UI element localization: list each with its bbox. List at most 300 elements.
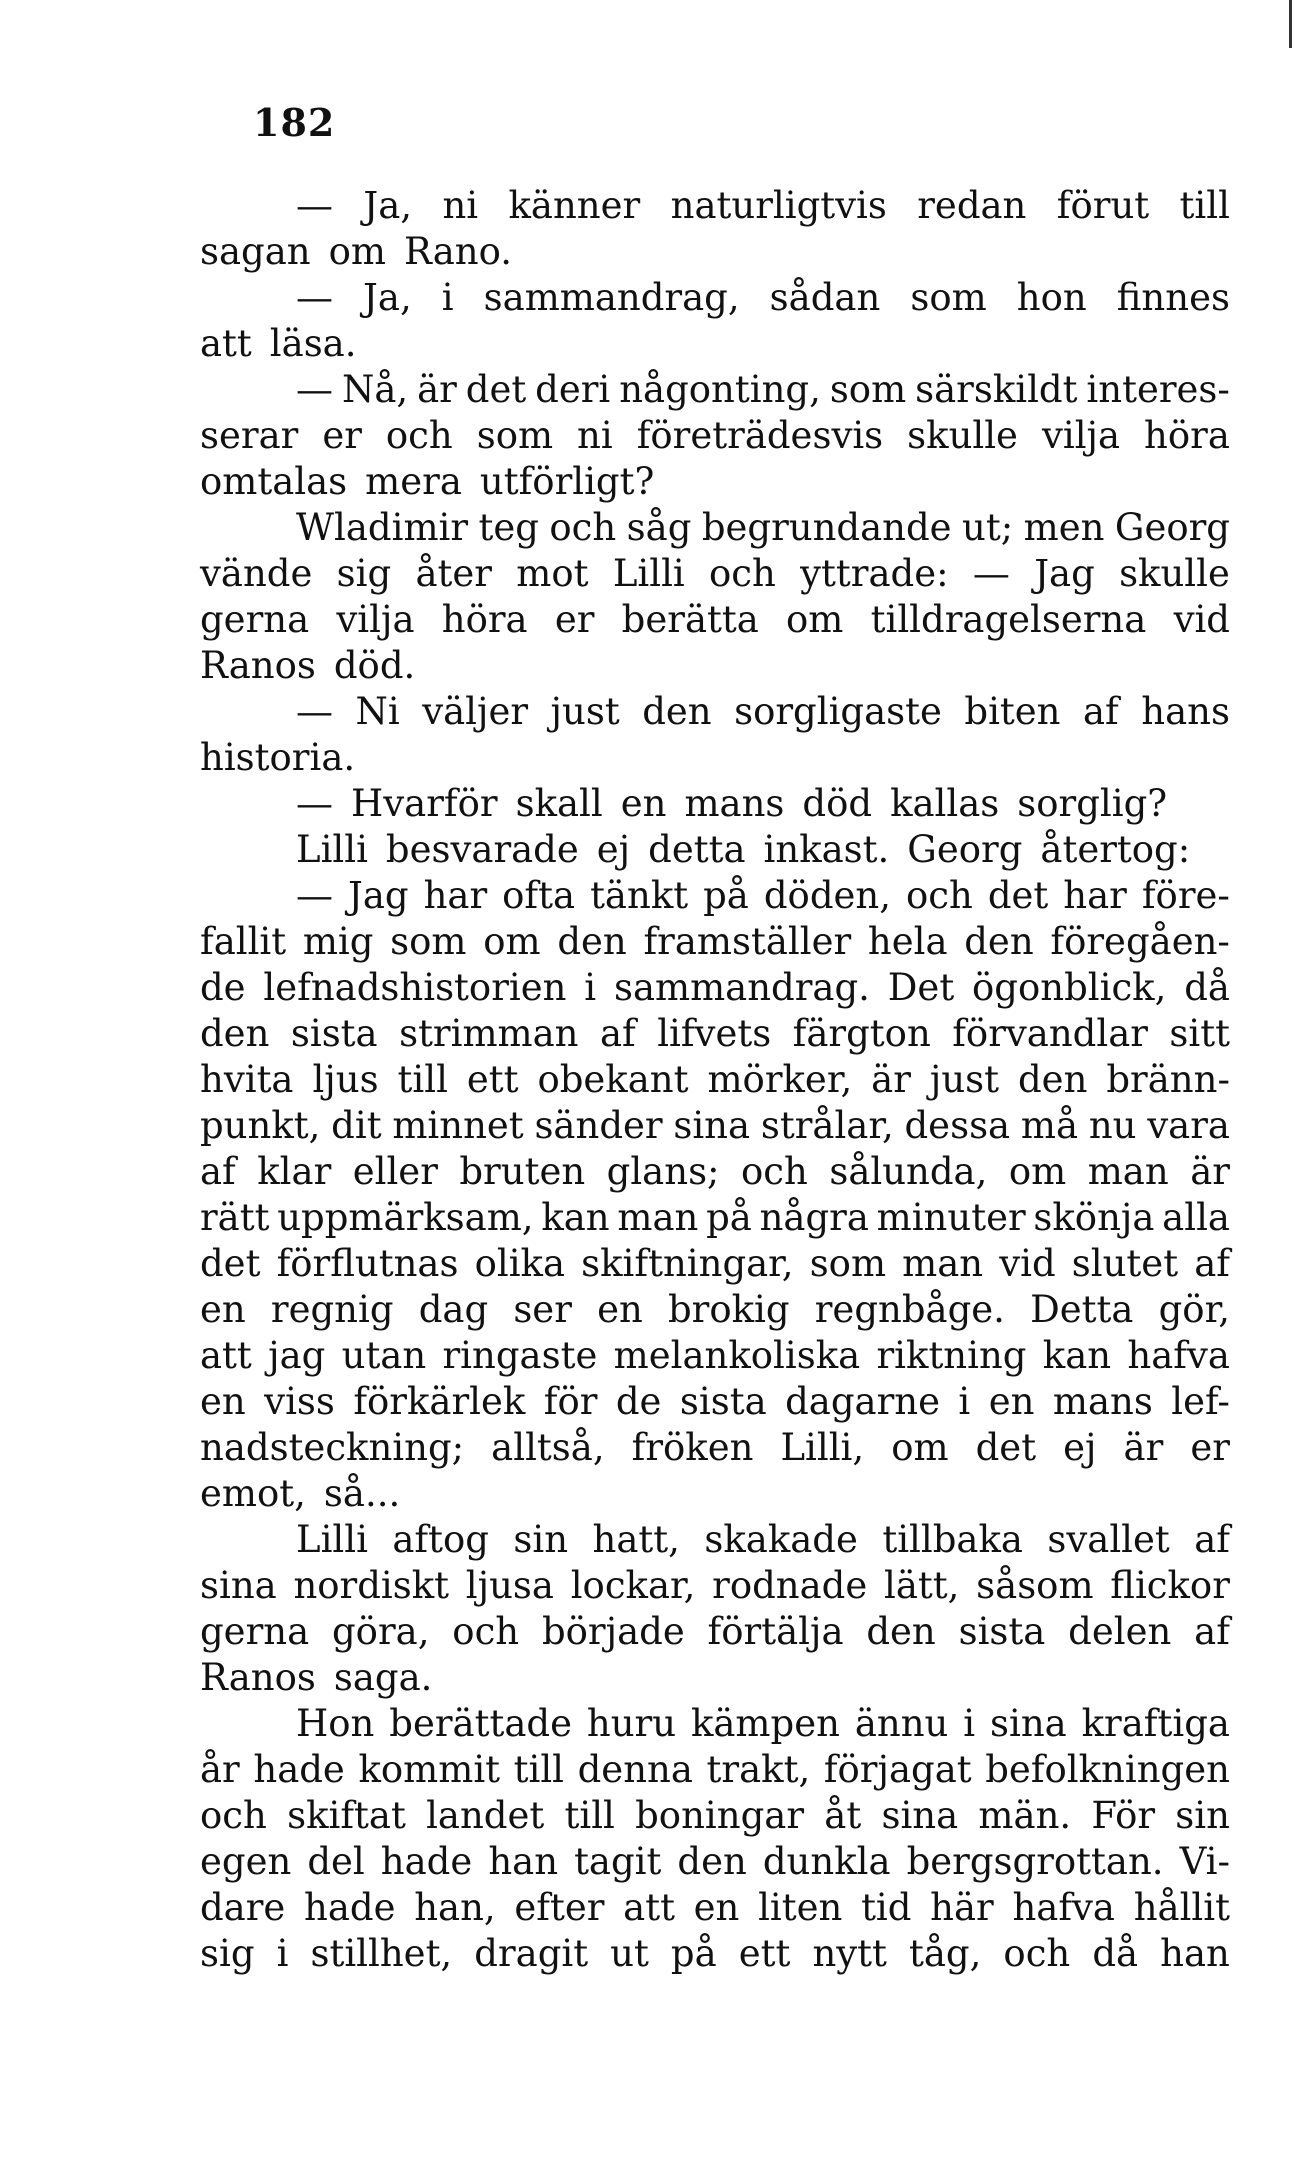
word: läsa. <box>269 322 357 365</box>
word: sorgligaste <box>734 690 942 733</box>
word: dragit <box>474 1932 589 1975</box>
word: ljus <box>312 1058 379 1101</box>
word: utförligt? <box>479 460 655 503</box>
word: gör, <box>1158 1288 1230 1331</box>
word: Hvarför <box>351 782 498 825</box>
word: år <box>200 1748 240 1791</box>
word: sammandrag, <box>483 276 740 319</box>
word: jag <box>268 1334 326 1377</box>
word: att <box>200 322 252 365</box>
word: hade <box>380 1840 473 1883</box>
word: har <box>423 874 488 917</box>
text-line <box>200 1241 1230 1287</box>
word: till <box>564 1794 615 1837</box>
word: och <box>709 552 776 595</box>
word: och <box>452 1610 520 1653</box>
word: ut <box>610 1932 649 1975</box>
text-line <box>200 1563 1230 1609</box>
word: brokig <box>667 1288 790 1331</box>
word: bränn- <box>1106 1058 1230 1101</box>
word: väljer <box>422 690 529 733</box>
word: och <box>741 1150 808 1193</box>
text-line <box>200 1057 1230 1103</box>
word: rätt <box>200 1196 270 1239</box>
word: Vi- <box>1179 1840 1230 1883</box>
text-line <box>200 873 1230 919</box>
word: Ranos <box>200 1656 316 1699</box>
word: alltså, <box>491 1426 605 1469</box>
word: en <box>597 1288 643 1331</box>
word: kämpen <box>690 1702 840 1745</box>
word: sina <box>673 1104 751 1147</box>
word: det <box>987 874 1049 917</box>
text-line <box>200 1747 1230 1793</box>
word: kommit <box>358 1748 501 1791</box>
text-line <box>200 1609 1230 1655</box>
word: höra <box>1144 414 1230 457</box>
word: förtälja <box>707 1610 844 1653</box>
word: förflutnas <box>276 1242 459 1285</box>
word: men <box>1023 506 1105 549</box>
word: då <box>1184 966 1230 1009</box>
word: den <box>964 920 1034 963</box>
word: om <box>786 598 844 641</box>
word: delen <box>1068 1610 1172 1653</box>
word: skulle <box>907 414 1018 457</box>
text-line <box>200 1885 1230 1931</box>
word: befolkningen <box>985 1748 1230 1791</box>
word: mörker, <box>707 1058 853 1101</box>
word: mig <box>302 920 374 963</box>
word: nytt <box>812 1932 887 1975</box>
text-line <box>200 781 1230 827</box>
word: — <box>296 782 333 825</box>
word: flickor <box>1110 1564 1230 1607</box>
word: tänkt <box>590 874 689 917</box>
word: Jag <box>348 874 409 917</box>
word: ännu <box>854 1702 949 1745</box>
word: Ja, <box>363 276 412 319</box>
word: detta <box>648 828 746 871</box>
word: regnig <box>270 1288 394 1331</box>
word: Wladimir <box>296 506 469 549</box>
text-line <box>200 367 1230 413</box>
word: började <box>541 1610 685 1653</box>
word: fallit <box>200 920 287 963</box>
word: alla <box>1162 1196 1230 1239</box>
text-line <box>200 413 1230 459</box>
word: minnet <box>392 1104 524 1147</box>
word: deri <box>535 368 611 411</box>
word: sig <box>200 1932 255 1975</box>
word: tåg, <box>908 1932 982 1975</box>
word: del <box>307 1840 365 1883</box>
word: förut <box>1056 184 1150 227</box>
word: mans <box>684 782 785 825</box>
word: emot, <box>200 1472 306 1515</box>
word: skiftat <box>287 1794 406 1837</box>
word: dunkla <box>762 1840 891 1883</box>
text-line <box>200 1149 1230 1195</box>
word: förkärlek <box>353 1380 526 1423</box>
word: bergsgrottan. <box>906 1840 1164 1883</box>
word: här <box>930 1886 994 1929</box>
text-line <box>200 1793 1230 1839</box>
word: kraftiga <box>1081 1702 1230 1745</box>
text-line <box>200 1103 1230 1149</box>
text-line <box>200 643 1230 689</box>
word: af <box>200 1150 236 1193</box>
word: af <box>1194 1242 1230 1285</box>
word: Lilli, <box>780 1426 865 1469</box>
word: yttrade: <box>800 552 949 595</box>
word: han <box>1160 1932 1230 1975</box>
word: sin <box>1175 1794 1230 1837</box>
text-line <box>200 1931 1230 1977</box>
word: hade <box>304 1886 396 1929</box>
word: saga. <box>333 1656 433 1699</box>
word: män. <box>978 1794 1072 1837</box>
word: Det <box>887 966 955 1009</box>
word: af <box>1194 1610 1230 1653</box>
word: ser <box>513 1288 572 1331</box>
word: ett <box>466 1058 519 1101</box>
word: man <box>617 1196 699 1239</box>
word: en <box>200 1380 246 1423</box>
text-line <box>200 1011 1230 1057</box>
word: rodnade <box>712 1564 868 1607</box>
word: tilldragelserna <box>870 598 1147 641</box>
word: höra <box>441 598 528 641</box>
text-line <box>200 1655 1230 1701</box>
word: sitt <box>1169 1012 1230 1055</box>
word: han, <box>414 1886 496 1929</box>
word: sorglig? <box>1017 782 1168 825</box>
word: glans; <box>606 1150 720 1193</box>
word: må <box>1020 1104 1079 1147</box>
word: den <box>200 1012 270 1055</box>
word: Jag <box>1034 552 1095 595</box>
word: vilja <box>336 598 415 641</box>
word: skönja <box>1033 1196 1155 1239</box>
word: som <box>390 920 467 963</box>
word: hade <box>253 1748 345 1791</box>
word: landet <box>426 1794 545 1837</box>
text-line <box>200 229 1230 275</box>
text-line <box>200 735 1230 781</box>
word: lifvets <box>657 1012 772 1055</box>
text-line <box>200 1701 1230 1747</box>
word: aftog <box>392 1518 489 1561</box>
word: sista <box>958 1610 1046 1653</box>
word: Lilli <box>296 828 368 871</box>
page-number: 182 <box>253 100 336 145</box>
word: färgton <box>792 1012 931 1055</box>
word: gerna <box>200 598 310 641</box>
word: sista <box>679 1380 767 1423</box>
word: och <box>1003 1932 1071 1975</box>
word: de <box>200 966 246 1009</box>
text-line <box>200 321 1230 367</box>
word: om <box>328 230 386 273</box>
word: den <box>557 920 627 963</box>
word: de <box>615 1380 662 1423</box>
word: sig <box>336 552 392 595</box>
word: så... <box>323 1472 401 1515</box>
word: tid <box>861 1886 912 1929</box>
text-line <box>200 827 1230 873</box>
word: en <box>693 1886 740 1929</box>
word: lef- <box>1171 1380 1230 1423</box>
word: Lilli <box>296 1518 368 1561</box>
word: lefnadshistorien <box>263 966 567 1009</box>
word: boningar <box>635 1794 805 1837</box>
word: berätta <box>621 598 759 641</box>
word: lätt, <box>884 1564 960 1607</box>
word: någonting, <box>619 368 821 411</box>
word: lockar, <box>570 1564 696 1607</box>
word: just <box>929 1058 1000 1101</box>
word: och <box>549 506 617 549</box>
word: ni <box>577 414 613 457</box>
word: och <box>385 414 453 457</box>
word: biten <box>964 690 1061 733</box>
word: som <box>829 368 907 411</box>
word: regnbåge. <box>814 1288 1005 1331</box>
word: sin <box>513 1518 569 1561</box>
word: hvita <box>200 1058 294 1101</box>
word: tillbaka <box>882 1518 1023 1561</box>
word: sammandrag. <box>613 966 870 1009</box>
word: om <box>891 1426 949 1469</box>
word: naturligtvis <box>670 184 887 227</box>
word: dagarne <box>785 1380 940 1423</box>
word: vid <box>999 1242 1056 1285</box>
word: melankoliska <box>613 1334 861 1377</box>
word: är <box>1123 1426 1164 1469</box>
word: af <box>1083 690 1119 733</box>
word: tagit <box>574 1840 662 1883</box>
word: en <box>200 1288 246 1331</box>
word: det <box>200 1242 261 1285</box>
word: att <box>623 1886 675 1929</box>
text-line <box>200 597 1230 643</box>
body-text <box>200 183 1230 1977</box>
text-line <box>200 1517 1230 1563</box>
word: egen <box>200 1840 292 1883</box>
word: mot <box>516 552 589 595</box>
word: begrundande <box>701 506 952 549</box>
word: Hon <box>296 1702 375 1745</box>
word: en <box>988 1380 1035 1423</box>
word: sista <box>290 1012 378 1055</box>
word: i <box>584 966 597 1009</box>
word: — <box>972 552 1010 595</box>
word: mera <box>365 460 462 503</box>
word: hafva <box>1012 1886 1115 1929</box>
word: bruten <box>459 1150 586 1193</box>
word: framställer <box>643 920 852 963</box>
text-line <box>200 505 1230 551</box>
word: på <box>670 1932 717 1975</box>
word: riktning <box>876 1334 1027 1377</box>
word: är <box>1190 1150 1230 1193</box>
word: i <box>276 1932 289 1975</box>
word: hållit <box>1133 1886 1230 1929</box>
scan-edge-mark <box>1289 0 1292 48</box>
text-line <box>200 1839 1230 1885</box>
word: död <box>802 782 873 825</box>
word: den <box>677 1840 747 1883</box>
word: döden, <box>763 874 891 917</box>
word: åt <box>824 1794 862 1837</box>
word: kan <box>1042 1334 1112 1377</box>
word: i <box>963 1702 976 1745</box>
word: er <box>554 598 595 641</box>
word: såg <box>626 506 692 549</box>
word: åter <box>415 552 492 595</box>
text-line <box>200 1379 1230 1425</box>
word: ej <box>1063 1426 1097 1469</box>
word: företrädesvis <box>636 414 884 457</box>
word: För <box>1091 1794 1156 1837</box>
text-line <box>200 1425 1230 1471</box>
word: utan <box>341 1334 427 1377</box>
word: trakt, <box>706 1748 811 1791</box>
word: — <box>296 184 333 227</box>
word: klar <box>257 1150 332 1193</box>
word: är <box>871 1058 911 1101</box>
word: återtog: <box>1040 828 1191 871</box>
word: om <box>483 920 541 963</box>
word: punkt, <box>200 1104 321 1147</box>
word: såsom <box>976 1564 1094 1607</box>
word: hon <box>1016 276 1087 319</box>
text-line <box>200 965 1230 1011</box>
word: ringaste <box>442 1334 598 1377</box>
text-line <box>200 1287 1230 1333</box>
word: ut; <box>962 506 1014 549</box>
word: teg <box>478 506 539 549</box>
word: sålunda, <box>829 1150 988 1193</box>
word: Georg <box>1114 506 1230 549</box>
word: i <box>958 1380 971 1423</box>
word: sina <box>990 1702 1067 1745</box>
word: strålar, <box>760 1104 894 1147</box>
text-line <box>200 689 1230 735</box>
word: viss <box>264 1380 335 1423</box>
text-line <box>200 459 1230 505</box>
word: är <box>417 368 457 411</box>
word: som <box>476 414 554 457</box>
word: sina <box>881 1794 959 1837</box>
text-line <box>200 183 1230 229</box>
word: före- <box>1141 874 1230 917</box>
word: slutet <box>1071 1242 1179 1285</box>
word: vilja <box>1041 414 1121 457</box>
word: förjagat <box>823 1748 972 1791</box>
word: sina <box>200 1564 277 1607</box>
word: fröken <box>631 1426 754 1469</box>
text-line <box>200 275 1230 321</box>
word: man <box>902 1242 984 1285</box>
word: några <box>759 1196 869 1239</box>
word: Nå, <box>341 368 409 411</box>
word: dare <box>200 1886 286 1929</box>
word: ett <box>738 1932 791 1975</box>
word: hela <box>867 920 948 963</box>
word: hatt, <box>592 1518 680 1561</box>
word: ni <box>442 184 479 227</box>
word: omtalas <box>200 460 348 503</box>
word: interes- <box>1086 368 1230 411</box>
word: och <box>906 874 973 917</box>
word: liten <box>758 1886 843 1929</box>
word: då <box>1092 1932 1139 1975</box>
word: Lilli <box>612 552 685 595</box>
word: nordiskt <box>293 1564 450 1607</box>
text-line <box>200 551 1230 597</box>
word: — <box>296 690 333 733</box>
word: obekant <box>537 1058 689 1101</box>
word: på <box>706 1196 752 1239</box>
word: kan <box>541 1196 610 1239</box>
word: man <box>1087 1150 1169 1193</box>
word: nadsteckning; <box>200 1426 465 1469</box>
word: Rano. <box>404 230 512 273</box>
word: den <box>866 1610 936 1653</box>
word: sänder <box>534 1104 663 1147</box>
word: strimman <box>399 1012 579 1055</box>
word: — <box>296 368 333 411</box>
word: till <box>397 1058 448 1101</box>
word: berättade <box>389 1702 572 1745</box>
word: eller <box>352 1150 438 1193</box>
word: er <box>1190 1426 1230 1469</box>
word: ofta <box>502 874 576 917</box>
word: denna <box>577 1748 693 1791</box>
word: inkast. <box>763 828 890 871</box>
word: Ranos <box>200 644 316 687</box>
word: svallet <box>1047 1518 1170 1561</box>
word: som <box>809 1242 887 1285</box>
word: kallas <box>890 782 1000 825</box>
word: hans <box>1141 690 1230 733</box>
word: föregåen- <box>1050 920 1230 963</box>
word: en <box>620 782 667 825</box>
word: Detta <box>1030 1288 1134 1331</box>
text-line <box>200 1195 1230 1241</box>
word: särskildt <box>915 368 1078 411</box>
word: minuter <box>876 1196 1026 1239</box>
word: — <box>296 874 333 917</box>
word: ljusa <box>465 1564 554 1607</box>
word: dit <box>331 1104 382 1147</box>
word: på <box>703 874 749 917</box>
text-line <box>200 1471 1230 1517</box>
word: skakade <box>704 1518 858 1561</box>
word: ögonblick, <box>972 966 1167 1009</box>
word: det <box>975 1426 1037 1469</box>
word: han <box>488 1840 559 1883</box>
word: hafva <box>1127 1334 1230 1377</box>
word: dessa <box>904 1104 1011 1147</box>
word: om <box>1008 1150 1067 1193</box>
word: redan <box>917 184 1027 227</box>
word: den <box>642 690 712 733</box>
word: känner <box>508 184 641 227</box>
word: i <box>441 276 454 319</box>
